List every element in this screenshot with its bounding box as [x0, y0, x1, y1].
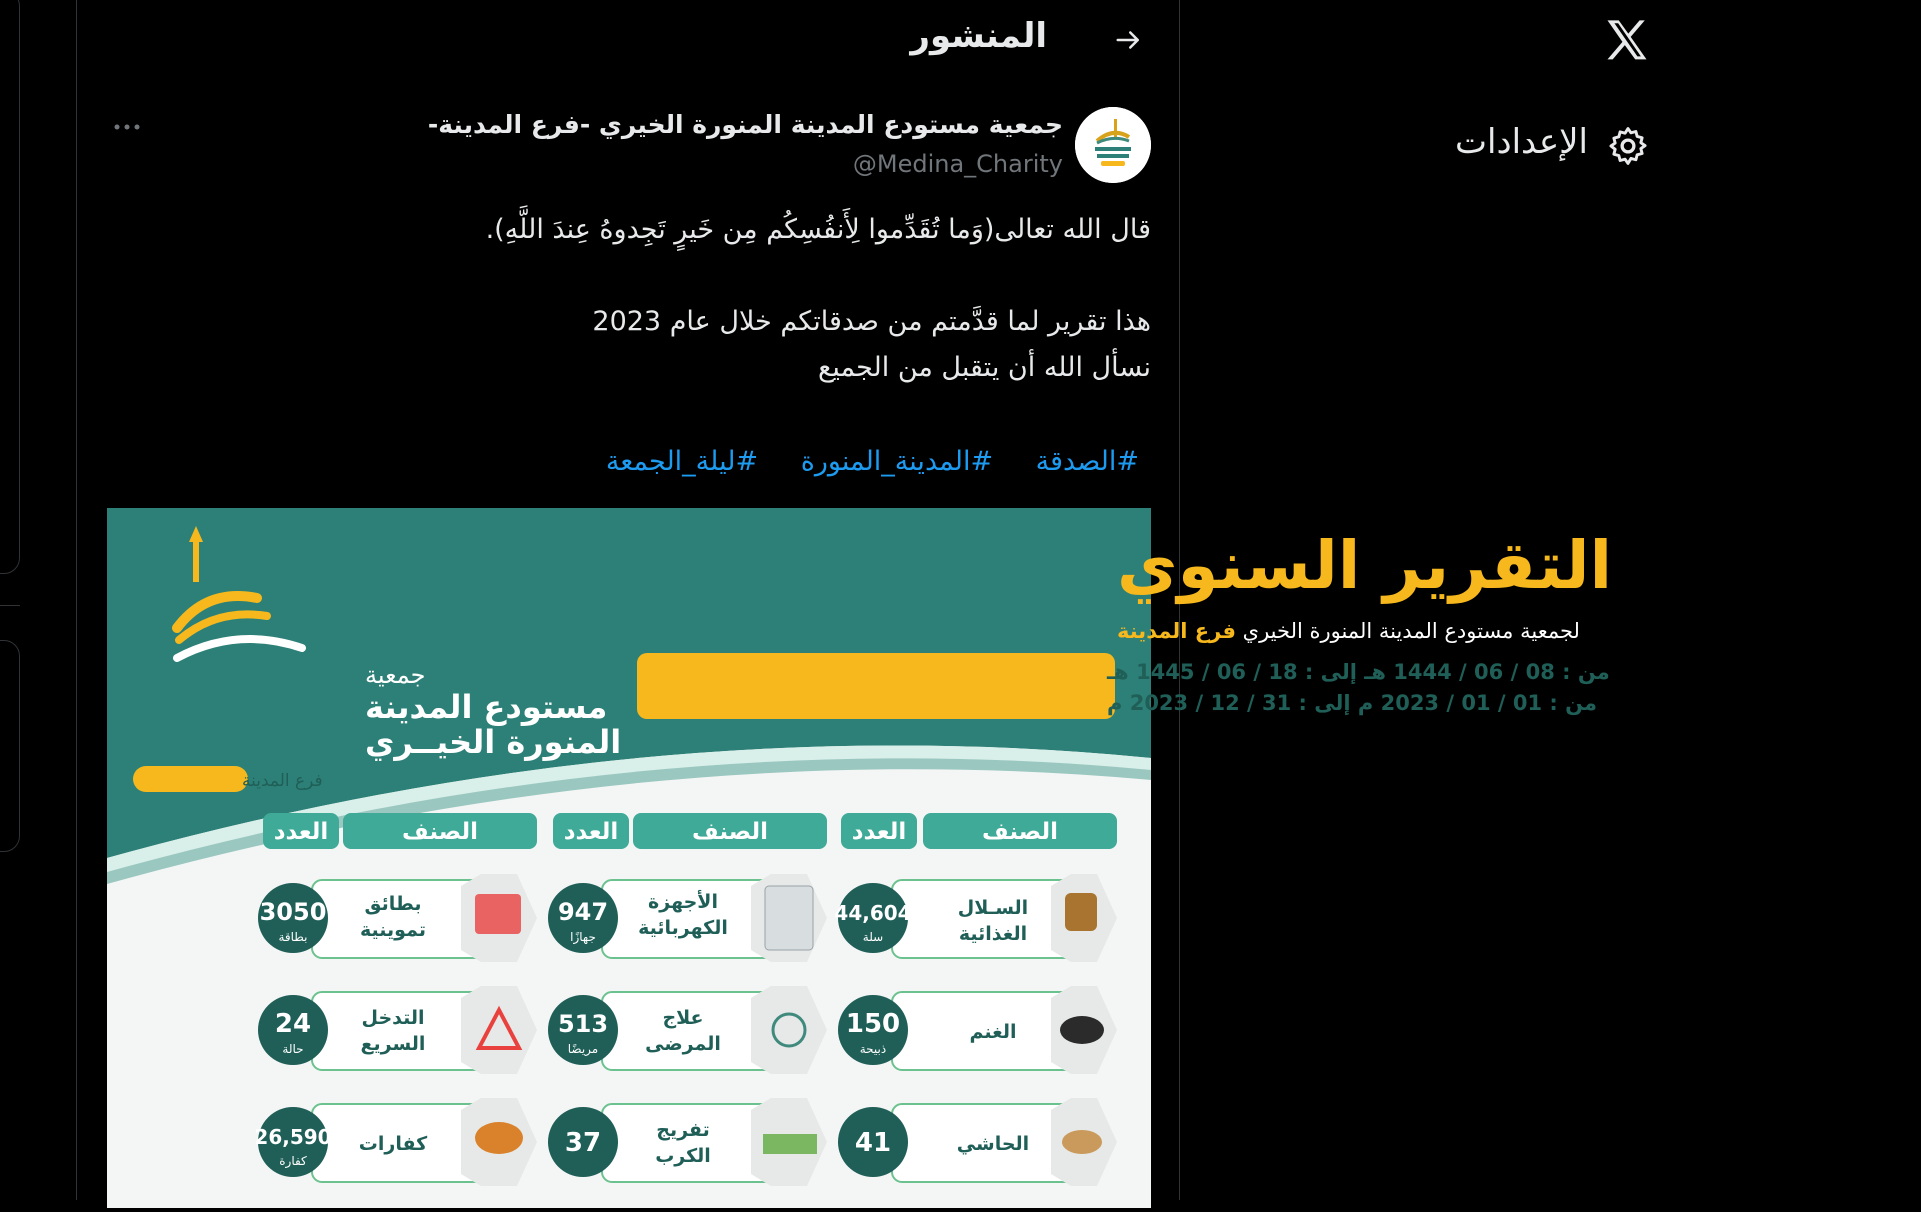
post-text-line: هذا تقرير لما قدَّمتم من صدقاتكم خلال عام 2023 — [592, 306, 1151, 337]
stat-value: 150 — [845, 1009, 901, 1039]
stat-unit: كفارة — [279, 1154, 307, 1168]
post-image[interactable] — [107, 508, 1613, 1208]
author-name[interactable]: جمعية مستودع المدينة المنورة الخيري -فرع المدينة- — [427, 110, 1063, 139]
date-hijri: من : 08 / 06 / 1444 هـ إلى : 18 / 06 / 1445 هـ — [1107, 660, 1610, 684]
stat-item — [254, 1098, 537, 1186]
back-button[interactable] — [1109, 20, 1149, 60]
hashtag-link[interactable]: #المدينة_المنورة — [800, 446, 994, 477]
stat-unit: سلة — [862, 930, 884, 944]
stat-label: علاج — [662, 1007, 704, 1029]
more-dots-icon — [112, 123, 142, 131]
stat-value: 41 — [854, 1128, 892, 1158]
date-banner — [637, 653, 1115, 719]
stat-value: 24 — [274, 1009, 312, 1039]
stat-unit: ذبيحة — [859, 1042, 887, 1056]
post-text-line: قال الله تعالى(وَما تُقَدِّموا لِأَنفُسِكُم مِن خَيرٍ تَجِدوهُ عِندَ اللَّهِ). — [485, 214, 1151, 245]
column-header-count: العدد — [851, 819, 907, 845]
stat-label: الكرب — [655, 1145, 711, 1167]
stat-label: الحاشي — [956, 1133, 1030, 1155]
author-handle[interactable]: @Medina_Charity — [852, 150, 1063, 178]
hashtag-link[interactable]: #الصدقة — [1035, 446, 1139, 477]
stat-label: المرضى — [645, 1033, 721, 1055]
stat-item — [838, 986, 1117, 1074]
stat-label: السريع — [360, 1033, 426, 1055]
stat-label: بطائق — [364, 893, 422, 915]
stat-label: التدخل — [361, 1007, 425, 1029]
logo-line-1: مستودع المدينة — [365, 688, 608, 726]
stat-label: الغنم — [969, 1021, 1017, 1043]
logo-branch: فرع المدينة — [242, 771, 323, 791]
x-logo-icon — [1601, 15, 1653, 67]
report-subtitle-main: لجمعية مستودع المدينة المنورة الخيري — [1242, 619, 1580, 643]
annual-report-graphic — [107, 508, 1613, 1208]
stat-label: السـلال — [957, 897, 1029, 919]
column-header-count: العدد — [563, 819, 619, 845]
more-options-button[interactable] — [107, 112, 147, 142]
column-header-count: العدد — [273, 819, 329, 845]
hashtag-link[interactable]: #ليلة_الجمعة — [605, 446, 759, 477]
stat-value: 37 — [564, 1128, 602, 1158]
report-subtitle — [1117, 619, 1580, 643]
page-title: المنشور — [910, 16, 1047, 56]
stat-item — [258, 986, 537, 1074]
stat-value: 26,590 — [254, 1125, 332, 1149]
x-logo-button[interactable] — [1601, 15, 1653, 67]
avatar[interactable] — [1075, 107, 1151, 183]
stat-unit: حالة — [282, 1042, 304, 1056]
stat-item — [548, 1098, 827, 1186]
stat-item — [548, 986, 827, 1074]
stat-unit: بطاقة — [278, 930, 308, 944]
logo-small-text: جمعية — [365, 661, 426, 689]
stat-unit: جهازًا — [570, 930, 596, 944]
left-edge-divider — [0, 605, 20, 606]
stat-value: 3050 — [259, 898, 327, 926]
stat-item — [834, 874, 1117, 962]
column-header-category: الصنف — [692, 819, 768, 845]
stat-label: الكهربائية — [638, 917, 728, 939]
column-header-category: الصنف — [402, 819, 478, 845]
post-text-line: نسأل الله أن يتقبل من الجميع — [817, 352, 1151, 383]
left-edge-card-top — [0, 0, 20, 574]
post-header — [77, 0, 1179, 80]
stat-value: 44,604 — [834, 901, 912, 925]
stat-label: الأجهزة — [648, 891, 718, 913]
arrow-right-icon — [1114, 25, 1144, 55]
hashtag-list — [572, 446, 1139, 477]
column-headers — [263, 813, 1117, 849]
stat-label: كفارات — [358, 1133, 428, 1155]
stats-grid — [254, 874, 1117, 1186]
charity-logo-icon — [1075, 107, 1151, 183]
left-edge-card-bottom — [0, 640, 20, 852]
stat-unit: مريضًا — [567, 1042, 599, 1056]
stat-label: تموينية — [360, 919, 426, 941]
stat-label: تفريج — [656, 1119, 710, 1141]
settings-label: الإعدادات — [1454, 122, 1588, 162]
report-subtitle-branch: فرع المدينة — [1117, 619, 1236, 643]
stat-item — [548, 874, 827, 962]
report-title: التقرير السنوي — [1117, 527, 1613, 604]
stat-value: 947 — [557, 898, 609, 926]
stat-label: الغذائية — [958, 923, 1028, 945]
stat-value: 513 — [557, 1010, 609, 1038]
logo-line-2: المنورة الخيــري — [365, 723, 622, 761]
stat-item — [838, 1098, 1117, 1186]
date-gregorian: من : 01 / 01 / 2023 م إلى : 31 / 12 / 2023 م — [1107, 691, 1598, 715]
left-edge-panels — [0, 0, 24, 1200]
settings-link[interactable] — [1420, 118, 1660, 172]
column-header-category: الصنف — [982, 819, 1058, 845]
stat-item — [258, 874, 537, 962]
gear-icon — [1606, 124, 1650, 168]
